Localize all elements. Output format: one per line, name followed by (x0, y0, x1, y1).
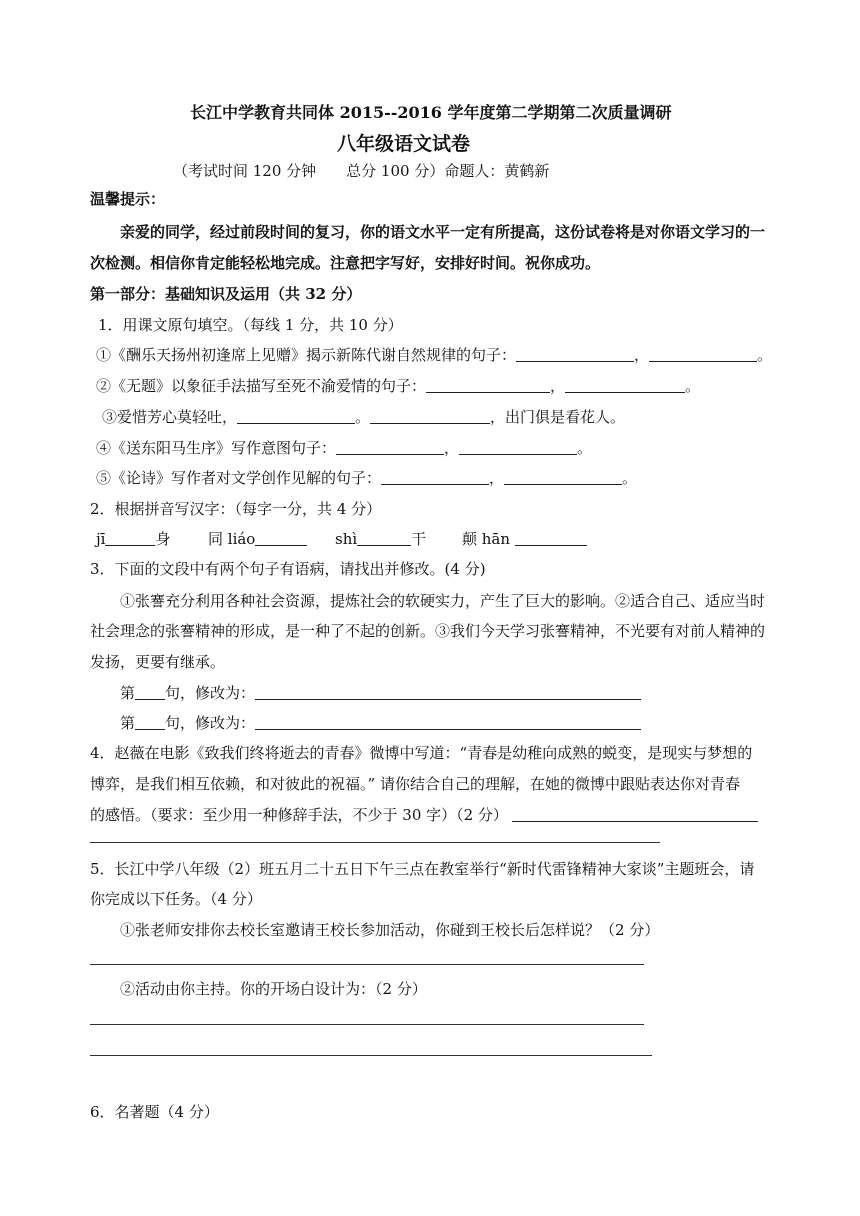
tip-heading: 温馨提示： (90, 190, 166, 208)
q2-pinyin-3-suffix: 干 (411, 530, 427, 548)
q1-item-5-blank-a[interactable] (381, 469, 489, 485)
exam-info: （考试时间 120 分钟 总分 100 分）命题人：黄鹤新 (173, 162, 550, 180)
q1-item-1-blank-b[interactable] (649, 346, 757, 362)
q2-pinyin-1-suffix: 身 (155, 530, 171, 548)
q1-item-5-blank-b[interactable] (504, 469, 622, 485)
tip-line-2: 次检测。相信你肯定能轻松地完成。注意把字写好，安排好时间。祝你成功。 (90, 254, 601, 272)
q2-pinyin-2 (208, 528, 307, 549)
q1-item-4-blank-a[interactable] (336, 439, 444, 455)
q3-answer-label: 句，修改为： (165, 684, 256, 702)
q2-pinyin-3-blank[interactable] (357, 530, 411, 546)
q2-pinyin-1-blank[interactable] (105, 530, 155, 546)
q1-item-4-text: ④《送东阳马生序》写作意图句子： (96, 439, 337, 457)
q1-item-1-blank-a[interactable] (516, 346, 634, 362)
q2-pinyin-1-text: jī (96, 530, 106, 548)
q2-pinyin-4-blank[interactable] (515, 530, 587, 546)
q5-sub-1: ①张老师安排你去校长室邀请王校长参加活动，你碰到王校长后怎样说？（2 分） (120, 921, 660, 939)
period: 。 (355, 408, 371, 426)
comma: ， (634, 346, 650, 364)
q4-answer-line-b[interactable] (90, 842, 660, 843)
q3-answer-2-blank[interactable] (255, 714, 641, 730)
q2-pinyin-2-text: 同 liáo (208, 530, 256, 548)
q4-line-1: 4．赵薇在电影《致我们终将逝去的青春》微博中写道：“青春是幼稚向成熟的蜕变，是现实与梦想的 (90, 744, 753, 762)
q3-answer-label: 句，修改为： (165, 714, 256, 732)
q3-answer-2 (120, 712, 641, 733)
exam-title: 长江中学教育共同体 2015--2016 学年度第二学期第二次质量调研 (190, 103, 672, 122)
q5-sub-2: ②活动由你主持。你的开场白设计为：（2 分） (120, 980, 427, 998)
tip-line-1: 亲爱的同学，经过前段时间的复习，你的语文水平一定有所提高，这份试卷将是对你语文学习的一 (120, 223, 766, 241)
q5-sub-2-answer-line-1[interactable] (90, 1024, 644, 1025)
q1-item-2 (96, 375, 700, 396)
q1-item-2-blank-b[interactable] (565, 377, 685, 393)
period: 。 (685, 377, 701, 395)
q2-pinyin-3-text: shì (335, 530, 358, 548)
period: 。 (757, 346, 773, 364)
part1-heading: 第一部分：基础知识及运用（共 32 分） (90, 285, 362, 303)
q4-line-3-text: 的感悟。（要求：至少用一种修辞手法，不少于 30 字）（2 分） (90, 806, 508, 824)
q3-passage-line-3: 发扬，更要有继承。 (90, 653, 226, 671)
q1-item-3-text-b: ，出门俱是看花人。 (490, 408, 626, 426)
q3-answer-1 (120, 682, 641, 703)
q3-answer-1-num-blank[interactable] (135, 684, 165, 700)
q5-line-2: 你完成以下任务。（4 分） (90, 890, 262, 908)
q3-stem: 3．下面的文段中有两个句子有语病，请找出并修改。(4 分) (90, 560, 486, 578)
q2-stem: 2．根据拼音写汉字：（每字一分，共 4 分） (90, 500, 382, 518)
q2-pinyin-3 (335, 528, 426, 549)
comma: ， (489, 469, 505, 487)
q3-answer-prefix: 第 (120, 714, 136, 732)
q2-pinyin-4-text: 颠 hān (462, 530, 511, 548)
q6-stem: 6．名著题（4 分） (90, 1103, 219, 1121)
q1-item-2-text: ②《无题》以象征手法描写至死不渝爱情的句子： (96, 377, 427, 395)
q3-passage-line-2: 社会理念的张謇精神的形成，是一种了不起的创新。③我们今天学习张謇精神，不光要有对前人精神的 (90, 622, 766, 640)
q1-stem: 1．用课文原句填空。（每线 1 分，共 10 分） (98, 316, 403, 334)
q5-sub-1-answer-line[interactable] (90, 964, 644, 965)
q3-answer-1-blank[interactable] (255, 684, 641, 700)
q1-item-3 (102, 406, 625, 427)
q4-line-2: 博弈，是我们相互依赖，和对彼此的祝福。” 请你结合自己的理解，在她的微博中跟贴表达你对青春 (90, 775, 740, 793)
q1-item-5 (96, 467, 637, 488)
q1-item-3-text-a: ③爱惜芳心莫轻吐， (102, 408, 238, 426)
q1-item-5-text: ⑤《论诗》写作者对文学创作见解的句子： (96, 469, 382, 487)
q1-item-2-blank-a[interactable] (426, 377, 550, 393)
q4-line-3 (90, 804, 758, 825)
q1-item-3-blank-a[interactable] (237, 408, 355, 424)
q4-answer-blank-a[interactable] (512, 806, 758, 822)
comma: ， (444, 439, 460, 457)
period: 。 (622, 469, 638, 487)
q1-item-3-blank-b[interactable] (370, 408, 490, 424)
q5-sub-2-answer-line-2[interactable] (90, 1055, 652, 1056)
exam-subtitle: 八年级语文试卷 (337, 133, 471, 155)
q1-item-4 (96, 437, 592, 458)
q1-item-1 (96, 344, 772, 365)
q2-pinyin-1 (96, 528, 170, 549)
q5-line-1: 5．长江中学八年级（2）班五月二十五日下午三点在教室举行“新时代雷锋精神大家谈”主题班会，请 (90, 860, 755, 878)
q3-passage-line-1: ①张謇充分利用各种社会资源，提炼社会的软硬实力，产生了巨大的影响。②适合自己、适应当时 (120, 592, 766, 610)
q1-item-1-text: ①《酬乐天扬州初逢席上见赠》揭示新陈代谢自然规律的句子： (96, 346, 517, 364)
q2-pinyin-2-blank[interactable] (255, 530, 307, 546)
q3-answer-2-num-blank[interactable] (135, 714, 165, 730)
q3-answer-prefix: 第 (120, 684, 136, 702)
q2-pinyin-4 (462, 528, 587, 549)
comma: ， (550, 377, 566, 395)
q1-item-4-blank-b[interactable] (459, 439, 577, 455)
period: 。 (577, 439, 593, 457)
